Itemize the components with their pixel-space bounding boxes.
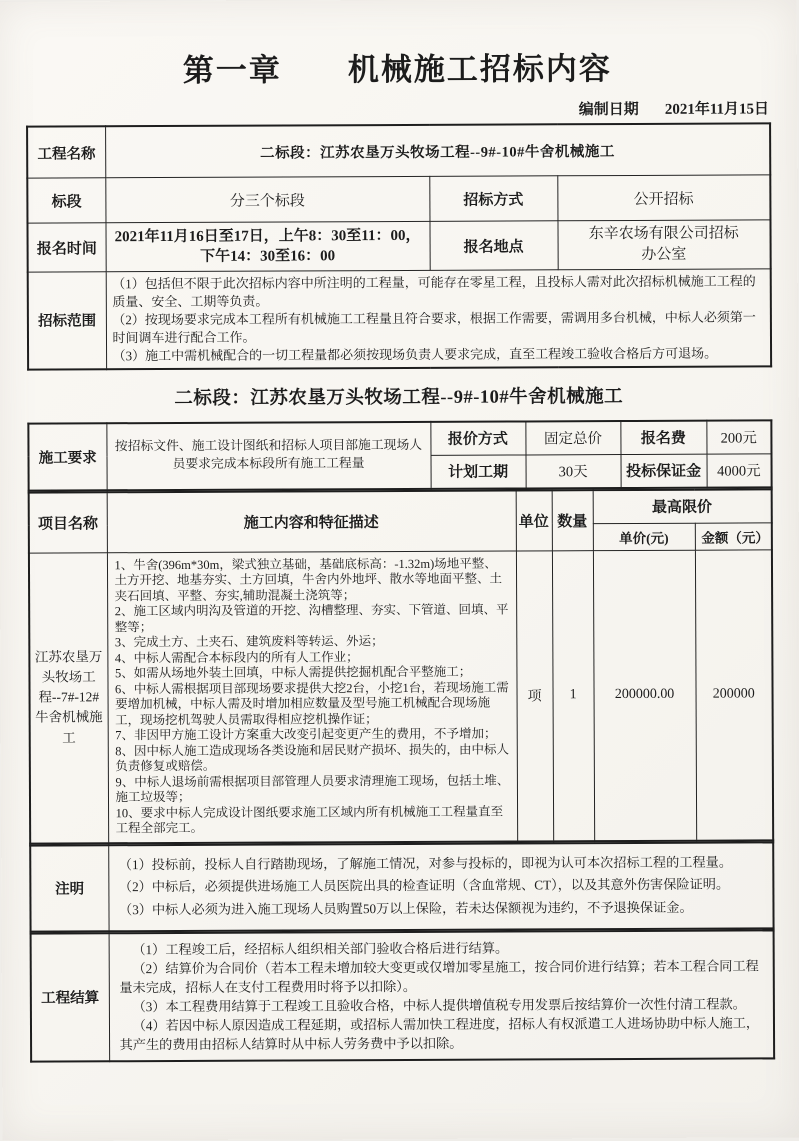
bid-bond-value: 4000元: [706, 454, 771, 488]
scope-item: （2）按现场要求完成本工程所有机械施工工程量且符合要求，根据工作需要，需调用多台机械，中标人必须第一时间调车进行配合工作。: [112, 308, 764, 347]
quantity-value: 1: [552, 550, 594, 841]
unit-price-header: 单价(元): [593, 523, 695, 550]
item-name-header: 项目名称: [29, 492, 107, 553]
settlement-item: （1）工程竣工后，经招标人组织相关部门验收合格后进行结算。: [119, 937, 763, 959]
description-item: 1、牛舍(396m*30m，梁式独立基础，基础底标高：-1.32m)场地平整、土方开挖、地基夯实、土方回填，牛舍内外地坪、散水等地面平整、土夹石回填、平整、夯实,辅助混凝土浇筑等；: [114, 556, 508, 604]
table-row: [28, 420, 771, 457]
description-item: 7、非因甲方施工设计方案重大改变引起变更产生的费用，不予增加；: [115, 727, 509, 744]
amount-header: 金额（元）: [695, 523, 772, 550]
section-title: 二标段：江苏农垦万头牧场工程--9#-10#牛舍机械施工: [27, 381, 770, 410]
signup-time-label: 报名时间: [27, 223, 105, 272]
bid-method-value: 公开招标: [557, 175, 770, 221]
description-item: 8、因中标人施工造成现场各类设施和居民财产损坏、损失的，由中标人负责修复或赔偿。: [115, 742, 509, 775]
plan-period-value: 30天: [526, 454, 621, 488]
description-item: 9、中标人退场前需根据项目部管理人员要求清理施工现场，包括土堆、施工垃圾等；: [115, 773, 509, 806]
description-item: 10、要求中标人完成设计图纸要求施工区域内所有机械施工工程量直至工程全部完工。: [116, 804, 510, 837]
compile-date-label: 编制日期: [579, 102, 639, 118]
note-item: （1）投标前，投标人自行踏勘现场，了解施工情况，对参与投标的，即视为认可本次招标工程的工程量。: [119, 851, 763, 877]
quote-method-value: 固定总价: [525, 421, 620, 455]
table-row: [27, 123, 770, 178]
signup-fee-label: 报名费: [620, 420, 706, 454]
project-info-table: [26, 122, 772, 370]
requirement-text: 按招标文件、施工设计图纸和招标人项目部施工现场人员要求完成本标段所有施工工程量: [106, 422, 430, 490]
scope-item: （3）施工中需机械配合的一切工程量都必须按现场负责人要求完成，直至工程竣工验收合格后方可退场。: [113, 344, 765, 365]
scope-label: 招标范围: [28, 272, 106, 370]
bid-section-label: 标段: [27, 178, 105, 223]
description-content: [107, 551, 517, 843]
description-item: 4、中标人需配合本标段内的所有人工作业；: [115, 649, 509, 666]
project-name-value: 二标段：江苏农垦万头牧场工程--9#-10#牛舍机械施工: [105, 123, 770, 177]
notes-table: [29, 841, 774, 932]
scope-item: （1）包括但不限于此次招标内容中所注明的工程量，可能存在零星工程，且投标人需对此次招标机械施工工程的质量、安全、工期等负责。: [112, 272, 764, 311]
note-label: 注明: [30, 845, 108, 931]
bid-method-label: 招标方式: [429, 176, 557, 222]
table-row: [30, 842, 773, 931]
table-row: [28, 269, 771, 369]
bid-item-table: [28, 488, 775, 844]
bid-bond-label: 投标保证金: [620, 454, 706, 488]
requirements-table: [27, 419, 772, 491]
table-row: [31, 930, 775, 1061]
compile-date-value: 2021年11月15日: [665, 101, 769, 117]
table-row: [29, 550, 773, 844]
description-header: 施工内容和特征描述: [107, 490, 516, 552]
scope-content: [106, 269, 771, 369]
signup-place-value: 东辛农场有限公司招标办公室: [557, 220, 770, 270]
table-header-row: [29, 489, 772, 526]
unit-price-value: 200000.00: [593, 550, 696, 841]
settlement-item: （3）本工程费用结算于工程竣工且验收合格，中标人提供增值税专用发票后按结算价一次性付清工程款。: [119, 994, 763, 1016]
requirement-label: 施工要求: [28, 423, 106, 490]
unit-header: 单位: [516, 490, 552, 551]
settlement-content: [109, 930, 775, 1061]
settlement-item: （4）若因中标人原因造成工程延期，或招标人需加快工程进度，招标人有权派遣工人进场协助中标人施工，其产生的费用由招标人结算时从中标人劳务费中予以扣除。: [119, 1013, 763, 1054]
settlement-table: [30, 929, 776, 1062]
table-row: [27, 175, 770, 223]
table-row: [27, 220, 770, 272]
description-item: 5、如需从场地外装土回填，中标人需提供挖掘机配合平整施工；: [115, 665, 509, 682]
signup-time-value: 2021年11月16日至17日，上午8：30至11：00，下午14：30至16：00: [105, 221, 429, 271]
plan-period-label: 计划工期: [431, 455, 526, 489]
quote-method-label: 报价方式: [430, 421, 525, 455]
note-item: （3）中标人必须为进入施工现场人员购置50万以上保险，若未达保额视为违约，不予退换保证金。: [119, 897, 763, 923]
project-name-label: 工程名称: [27, 126, 105, 178]
note-item: （2）中标后，必须提供进场施工人员医院出具的检查证明（含血常规、CT），以及其意外伤害保险证明。: [119, 874, 763, 900]
settlement-label: 工程结算: [31, 933, 110, 1061]
settlement-item: （2）结算价为合同价（若本工程未增加较大变更或仅增加零星施工，按合同价进行结算；若本工程合同工程量未完成，招标人在支付工程费用时将予以扣除）。: [119, 956, 763, 997]
item-name-value: 江苏农垦万头牧场工程--7#-12#牛舍机械施工: [29, 552, 108, 843]
description-item: 2、施工区域内明沟及管道的开挖、沟槽整理、夯实、下管道、回填、平整等；: [115, 603, 509, 636]
compile-date-line: [26, 97, 769, 121]
bid-section-value: 分三个标段: [105, 176, 429, 222]
description-item: 6、中标人需根据项目部现场要求提供大挖2台，小挖1台，若现场施工需要增加机械，中标人需及时增加相应数量及型号施工机械配合现场施工，现场挖机驾驶人员需取得相应挖机操作证；: [115, 680, 509, 728]
quantity-header: 数量: [552, 490, 593, 551]
amount-value: 200000: [695, 550, 773, 841]
signup-fee-value: 200元: [706, 420, 771, 454]
description-item: 3、完成土方、土夹石、建筑废料等转运、外运；: [115, 634, 509, 651]
note-content: [108, 842, 773, 931]
unit-value: 项: [516, 551, 553, 842]
page-title: 第一章 机械施工招标内容: [0, 0, 797, 91]
signup-place-label: 报名地点: [429, 221, 557, 271]
max-price-header: 最高限价: [593, 489, 772, 523]
